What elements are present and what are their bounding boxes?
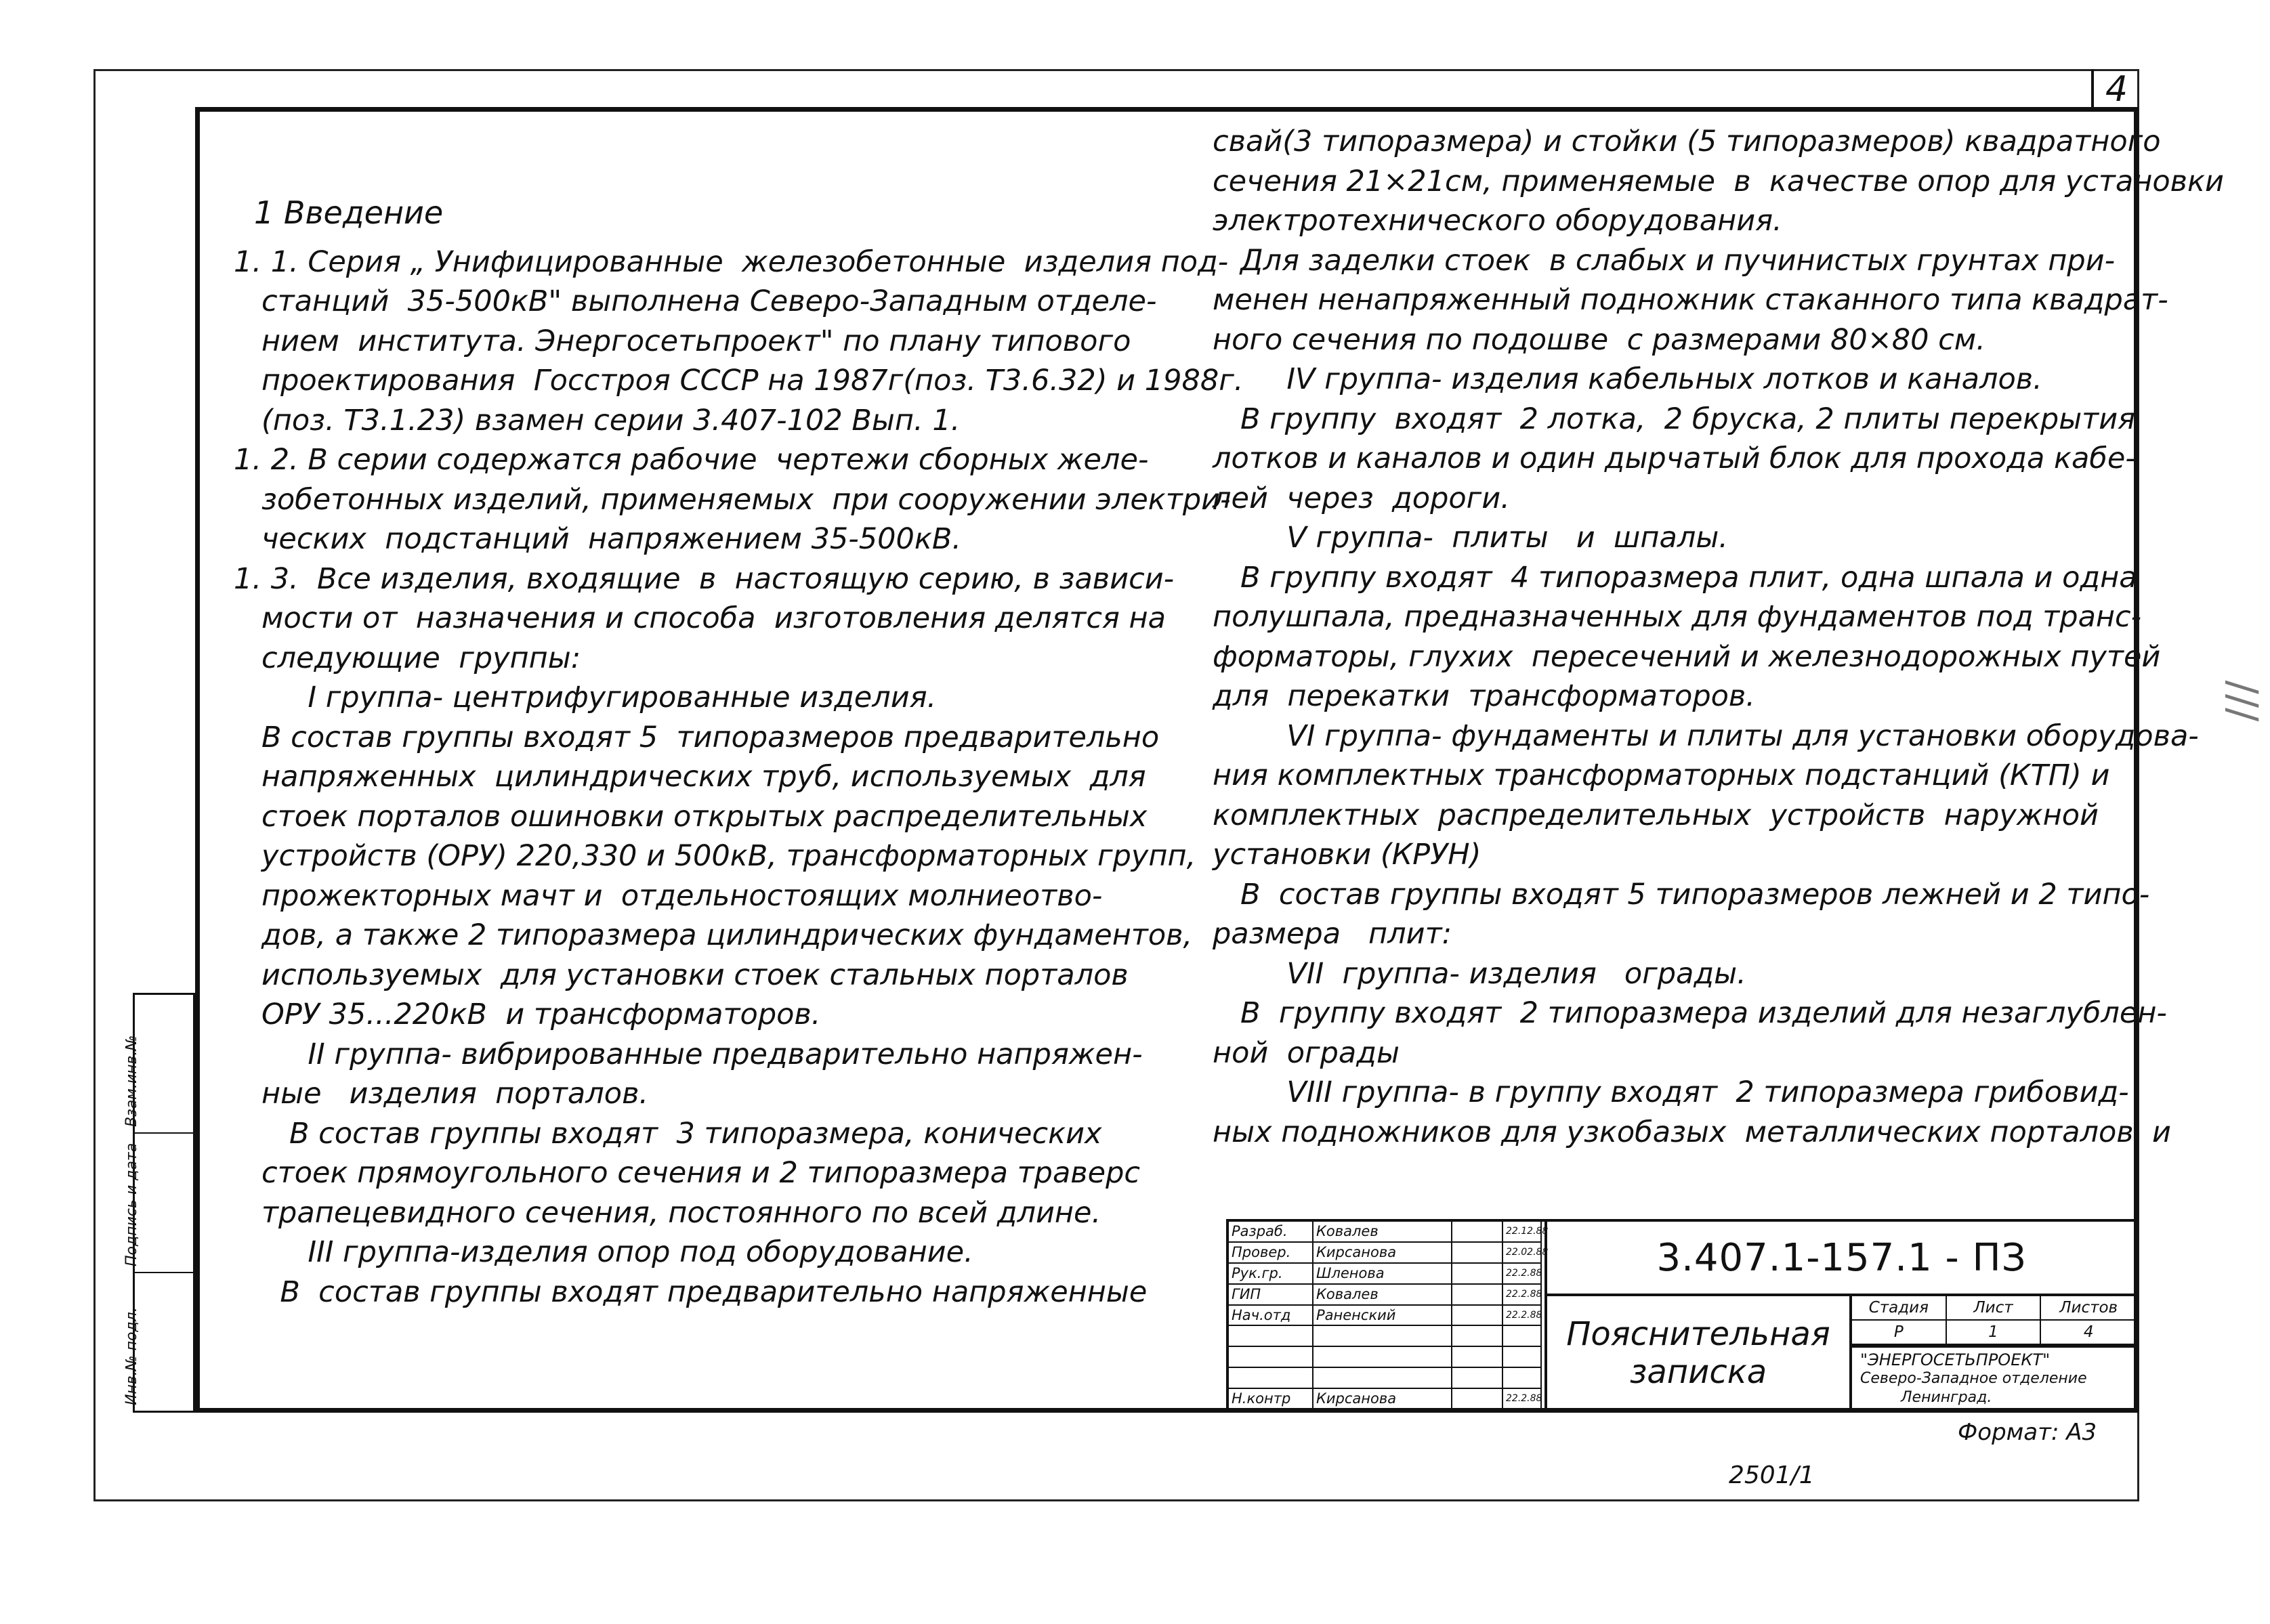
text-line: напряженных цилиндрических труб, используемых для [234,760,1146,794]
organization-branch: Северо-Западное отделение [1860,1370,2087,1387]
document-title-line: записка [1629,1353,1767,1391]
text-line: ных подножников для узкобазых металлических порталов и [1213,1115,2171,1149]
signature-mark [1452,1285,1503,1306]
signature-role: Провер. [1229,1243,1313,1264]
text-line: 1. 3. Все изделия, входящие в настоящую серию, в зависи- [234,561,1175,596]
signature-date: 22.2.88 [1503,1264,1542,1285]
signature-role: Разраб. [1229,1222,1313,1243]
text-line: V группа- плиты и шпалы. [1213,521,1728,555]
text-line: ния комплектных трансформаторных подстанций (КТП) и [1213,758,2110,792]
document-title-line: Пояснительная [1566,1315,1830,1353]
text-line: В состав группы входят 5 типоразмеров предварительно [234,720,1160,754]
page-number: 4 [2091,69,2139,108]
signature-date: 22.2.88 [1503,1389,1542,1410]
text-line: нием института. Энергосетьпроект" по плану типового [234,324,1131,358]
organization-name: "ЭНЕРГОСЕТЬПРОЕКТ" [1860,1350,2051,1369]
text-line: зобетонных изделий, применяемых при сооружении электри- [234,482,1231,517]
text-line: VII группа- изделия ограды. [1213,956,1746,991]
section-heading: 1 Введение [254,194,444,231]
text-line: IV группа- изделия кабельных лотков и каналов. [1213,362,2042,396]
text-line: В группу входят 4 типоразмера плит, одна шпала и одна [1213,560,2137,595]
text-line: VIII группа- в группу входят 2 типоразмера грибовид- [1213,1075,2129,1109]
sheets-value: 4 [2041,1321,2136,1345]
margin-mark: /// [2219,680,2267,722]
signature-date: 22.2.88 [1503,1285,1542,1306]
signature-date: 22.2.88 [1503,1306,1542,1327]
text-line: трапецевидного сечения, постоянного по всей длине. [234,1195,1101,1230]
text-line: проектирования Госстроя СССР на 1987г(поз. Т3.6.32) и 1988г. [234,364,1244,398]
text-line: используемых для установки стоек стальных порталов [234,958,1129,992]
signature-name: Ковалев [1313,1285,1452,1306]
signature-name: Кирсанова [1313,1389,1452,1410]
text-line: стоек порталов ошиновки открытых распределительных [234,799,1148,834]
text-line: свай(3 типоразмера) и стойки (5 типоразмеров) квадратного [1213,125,2161,158]
signature-mark [1452,1368,1503,1389]
text-line: В состав группы входят 3 типоразмера, конических [234,1116,1102,1151]
text-line: (поз. Т3.1.23) взамен серии 3.407-102 Вып. 1. [234,403,961,437]
text-line: В группу входят 2 типоразмера изделий для незаглублен- [1213,996,2167,1030]
text-line: В группу входят 2 лотка, 2 бруска, 2 плиты перекрытия [1213,402,2136,436]
text-line: устройств (ОРУ) 220,330 и 500кВ, трансформаторных групп, [234,839,1196,873]
signature-date [1503,1347,1542,1368]
signature-role: ГИП [1229,1285,1313,1306]
document-code: 3.407.1-157.1 - ПЗ [1547,1222,2136,1296]
signature-name: Шленова [1313,1264,1452,1285]
side-stamp-cell-replace [123,995,193,1134]
text-line: I группа- центрифугированные изделия. [234,681,937,714]
text-line: дов, а также 2 типоразмера цилиндрических фундаментов, [234,918,1193,952]
text-line: установки (КРУН) [1213,838,1481,872]
side-stamp-label: Взам.инв.№ [123,1035,140,1128]
signature-name [1313,1347,1452,1368]
signature-mark [1452,1347,1503,1368]
format-label: Формат: А3 [1958,1419,2097,1446]
stage-sheet-table [1852,1296,2136,1348]
side-stamp-cell-inventory [123,1273,193,1411]
text-line: ной ограды [1213,1035,1400,1070]
text-line: следующие группы: [234,641,581,675]
title-block [1226,1219,2139,1413]
text-line: прожекторных мачт и отдельностоящих молниеотво- [234,878,1103,913]
text-line: ного сечения по подошве с размерами 80×80 см. [1213,322,1985,357]
signature-mark [1452,1306,1503,1327]
signature-role [1229,1347,1313,1368]
sheets-header: Листов [2041,1296,2136,1321]
inventory-number: 2501/1 [1729,1461,1815,1489]
signature-name: Кирсанова [1313,1243,1452,1264]
stage-header: Стадия [1852,1296,1947,1321]
text-line: для перекатки трансформаторов. [1213,679,1755,713]
text-line: сечения 21×21см, применяемые в качестве опор для установки [1213,164,2224,198]
text-line: 1. 1. Серия „ Унифицированные железобетонные изделия под- [234,244,1229,279]
signature-table [1229,1222,1547,1410]
signature-name [1313,1368,1452,1389]
side-stamp-label: Инв.№ подл. [123,1307,140,1405]
text-line: II группа- вибрированные предварительно напряжен- [234,1037,1143,1071]
side-stamp [123,993,195,1413]
signature-role [1229,1368,1313,1389]
document-title [1547,1296,1852,1410]
signature-role [1229,1326,1313,1347]
left-text-lines [234,242,1244,1312]
signature-name [1313,1326,1452,1347]
signature-mark [1452,1222,1503,1243]
text-line: мости от назначения и способа изготовления делятся на [234,601,1166,635]
text-line: стоек прямоугольного сечения и 2 типоразмера траверс [234,1156,1141,1190]
signature-date: 22.12.88 [1503,1222,1542,1243]
organization [1852,1348,2136,1410]
text-line: менен ненапряженный подножник стаканного типа квадрат- [1213,283,2168,317]
stage-value: Р [1852,1321,1947,1345]
text-line: В состав группы входят 5 типоразмеров лежней и 2 типо- [1213,877,2150,912]
right-text-lines [1213,122,2224,1152]
signature-role: Рук.гр. [1229,1264,1313,1285]
signature-mark [1452,1264,1503,1285]
signature-name: Ковалев [1313,1222,1452,1243]
text-line: лей через дороги. [1213,481,1510,515]
signature-role: Нач.отд [1229,1306,1313,1327]
sheet-header: Лист [1947,1296,2042,1321]
sheet-value: 1 [1947,1321,2042,1345]
text-line: ческих подстанций напряжением 35-500кВ. [234,522,962,556]
text-line: станций 35-500кВ" выполнена Северо-Западным отделе- [234,284,1157,318]
text-line: ные изделия порталов. [234,1077,649,1111]
text-line: форматоры, глухих пересечений и железнодорожных путей [1213,639,2161,674]
text-line: В состав группы входят предварительно напряженные [234,1275,1148,1309]
text-line: Для заделки стоек в слабых и пучинистых грунтах при- [1213,243,2116,278]
signature-date: 22.02.88 [1503,1243,1542,1264]
right-text-column [1213,122,2224,1152]
text-line: размера плит: [1213,917,1452,951]
text-line: ОРУ 35...220кВ и трансформаторов. [234,998,821,1031]
text-line: лотков и каналов и один дырчатый блок для прохода кабе- [1213,442,2136,475]
signature-role: Н.контр [1229,1389,1313,1410]
organization-city: Ленинград. [1901,1389,1992,1406]
signature-name: Раненский [1313,1306,1452,1327]
signature-mark [1452,1389,1503,1410]
text-line: электротехнического оборудования. [1213,204,1782,238]
signature-mark [1452,1326,1503,1347]
text-line: III группа-изделия опор под оборудование. [234,1235,973,1269]
side-stamp-cell-signature [123,1134,193,1273]
signature-date [1503,1368,1542,1389]
text-line: 1. 2. В серии содержатся рабочие чертежи сборных желе- [234,443,1149,477]
signature-date [1503,1326,1542,1347]
side-stamp-label: Подпись и дата [123,1142,140,1266]
text-line: VI группа- фундаменты и плиты для установки оборудова- [1213,719,2199,753]
left-text-column [234,122,1244,1312]
text-line: комплектных распределительных устройств наружной [1213,798,2099,832]
text-line: полушпала, предназначенных для фундаментов под транс- [1213,600,2142,634]
signature-mark [1452,1243,1503,1264]
